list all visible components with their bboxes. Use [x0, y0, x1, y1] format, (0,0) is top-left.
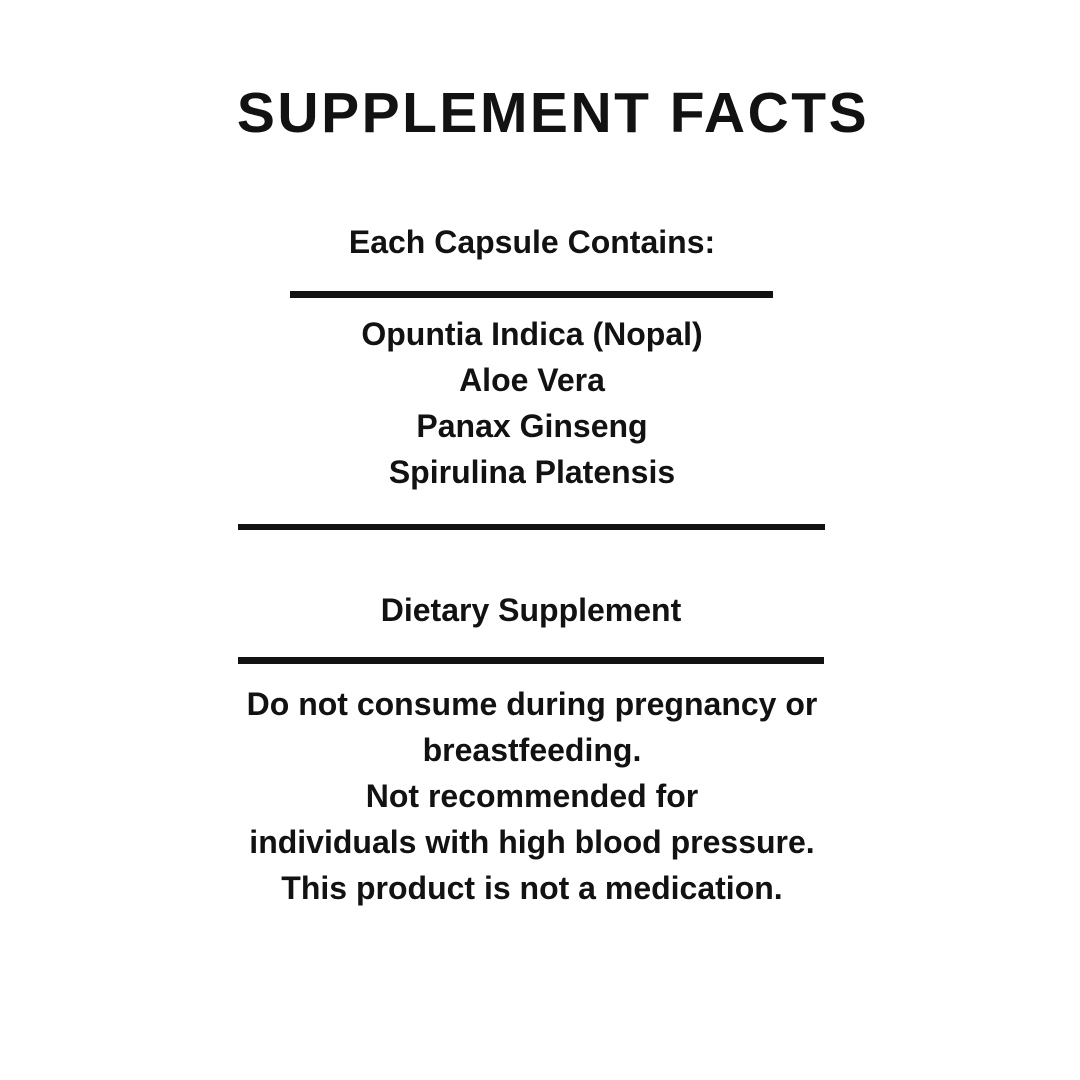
- warning-line: Do not consume during pregnancy or: [246, 686, 818, 722]
- warning-line: This product is not a medication.: [281, 870, 783, 906]
- divider-middle: [238, 524, 825, 530]
- warning-line: Not recommended for: [365, 778, 699, 814]
- divider-bottom: [238, 657, 824, 664]
- ingredient-list: [361, 311, 702, 495]
- warning-block: [247, 681, 818, 911]
- ingredient-item: Aloe Vera: [459, 362, 605, 398]
- divider-top: [290, 291, 773, 298]
- capsule-contains-heading: Each Capsule Contains:: [348, 224, 716, 260]
- ingredient-item: Opuntia Indica (Nopal): [361, 316, 703, 352]
- ingredient-item: Spirulina Platensis: [388, 454, 676, 490]
- page-title: SUPPLEMENT FACTS: [236, 81, 870, 145]
- warning-line: breastfeeding.: [422, 732, 642, 768]
- warning-line: individuals with high blood pressure.: [249, 824, 815, 860]
- ingredient-item: Panax Ginseng: [416, 408, 648, 444]
- product-type-label: Dietary Supplement: [380, 592, 682, 628]
